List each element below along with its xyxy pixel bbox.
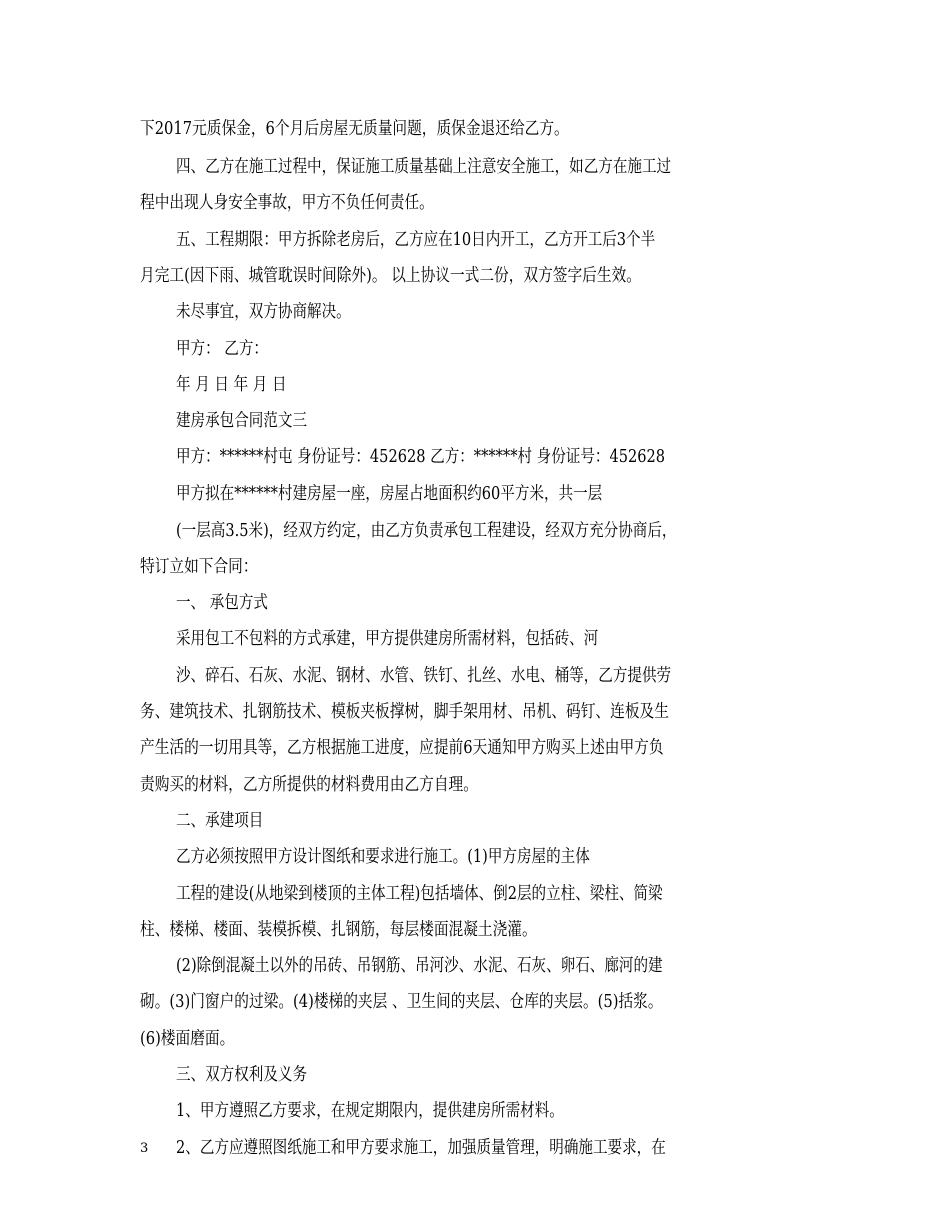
- section-heading: 三、双方权利及义务: [176, 1065, 308, 1085]
- text-line: 工程的建设(从地梁到楼顶的主体工程)包括墙体、倒2层的立柱、梁柱、简梁: [176, 884, 663, 904]
- text-line: 务、建筑技术、扎钢筋技术、模板夹板撑树，脚手架用材、吊机、码钉、连板及生: [140, 702, 669, 722]
- text-line: 特订立如下合同：: [140, 557, 258, 577]
- text-line: 甲方：******村屯 身份证号：452628 乙方：******村 身份证号：452628: [176, 447, 666, 467]
- text-line: 采用包工不包料的方式承建，甲方提供建房所需材料，包括砖、河: [176, 629, 599, 649]
- section-heading: 二、承建项目: [176, 811, 264, 831]
- text-line: 甲方： 乙方：: [176, 339, 268, 359]
- page-number: 3: [140, 1141, 149, 1156]
- text-line: 月完工(因下雨、城管耽误时间除外)。 以上协议一式二份，双方签字后生效。: [140, 266, 641, 286]
- text-line: 责购买的材料，乙方所提供的材料费用由乙方自理。: [140, 775, 478, 795]
- text-line: 未尽事宜，双方协商解决。: [176, 302, 351, 322]
- text-line: 五、工程期限：甲方拆除老房后，乙方应在10日内开工，乙方开工后3个半: [176, 230, 656, 250]
- text-line: 砌。(3)门窗户的过梁。(4)楼梯的夹层 、卫生间的夹层、仓库的夹层。(5)括浆。: [140, 992, 663, 1012]
- section-heading: 建房承包合同范文三: [176, 411, 308, 431]
- text-line: (6)楼面磨面。: [140, 1029, 235, 1049]
- text-line: 程中出现人身安全事故，甲方不负任何责任。: [140, 193, 434, 213]
- text-line: 2、乙方应遵照图纸施工和甲方要求施工，加强质量管理，明确施工要求，在: [176, 1138, 666, 1158]
- text-line: (一层高3.5米)，经双方约定，由乙方负责承包工程建设，经双方充分协商后，: [176, 521, 677, 541]
- text-line: 柱、楼梯、楼面、装模拆模、扎钢筋，每层楼面混凝土浇灌。: [140, 920, 537, 940]
- text-line: 年 月 日 年 月 日: [176, 375, 287, 395]
- text-line: 乙方必须按照甲方设计图纸和要求进行施工。(1)甲方房屋的主体: [176, 847, 590, 867]
- text-line: 下2017元质保金，6个月后房屋无质量问题，质保金退还给乙方。: [140, 119, 569, 139]
- text-line: 1、甲方遵照乙方要求，在规定期限内，提供建房所需材料。: [176, 1101, 564, 1121]
- text-line: 产生活的一切用具等，乙方根据施工进度，应提前6天通知甲方购买上述由甲方负: [140, 738, 664, 758]
- text-line: 甲方拟在******村建房屋一座，房屋占地面积约60平方米，共一层: [176, 484, 603, 504]
- text-line: 四、乙方在施工过程中，保证施工质量基础上注意安全施工，如乙方在施工过: [176, 157, 672, 177]
- section-heading: 一、 承包方式: [176, 593, 268, 613]
- text-line: (2)除倒混凝土以外的吊砖、吊钢筋、吊河沙、水泥、石灰、卵石、廊河的建: [176, 956, 663, 976]
- text-line: 沙、碎石、石灰、水泥、钢材、水管、铁钉、扎丝、水电、桶等，乙方提供劳: [176, 666, 672, 686]
